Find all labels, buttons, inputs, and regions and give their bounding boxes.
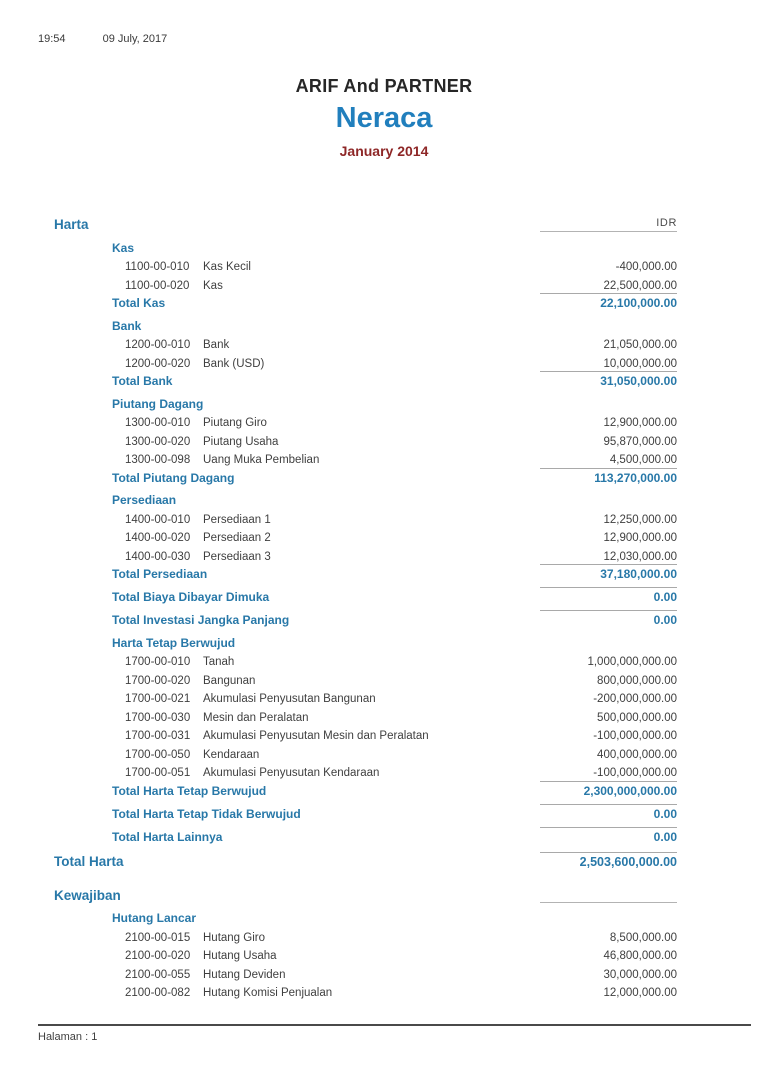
account-code: 1200-00-020 [125,357,191,370]
currency-label [540,899,677,903]
account-code: 2100-00-020 [125,950,191,962]
account-group-row [38,907,677,926]
account-amount: -200,000,000.00 [593,693,677,705]
total-amount: 0.00 [540,804,677,821]
currency-label: IDR [540,217,677,232]
account-amount: 95,870,000.00 [603,435,677,448]
section-header-row [38,210,677,232]
account-name: Piutang Usaha [203,435,279,448]
account-row [38,981,677,1000]
account-code: 1700-00-051 [125,767,191,779]
account-row [38,273,677,292]
print-date: 09 July, 2017 [102,33,168,45]
account-name: Kas [203,279,223,292]
report-period: January 2014 [339,143,429,159]
group-title: Kas [112,240,135,255]
grand-total-row [38,849,677,869]
account-name: Bank (USD) [203,357,265,370]
total-label: Total Investasi Jangka Panjang [112,613,290,627]
account-row [38,668,677,687]
account-amount: 21,050,000.00 [603,339,677,351]
group-title: Bank [112,318,142,333]
subtotal-row [38,370,677,389]
account-amount: 12,000,000.00 [603,987,677,999]
group-title: Persediaan [112,493,177,507]
page-header [38,33,167,45]
account-name: Akumulasi Penyusutan Kendaraan [203,767,380,779]
subtotal-row [38,779,677,798]
account-row [38,411,677,430]
account-name: Akumulasi Penyusutan Mesin dan Peralatan [203,730,429,742]
account-group-row [38,392,677,411]
account-row [38,742,677,761]
account-code: 1300-00-010 [125,417,191,429]
account-amount: 10,000,000.00 [603,357,677,370]
account-row [38,544,677,563]
account-code: 1700-00-021 [125,693,191,705]
account-amount: -100,000,000.00 [593,730,677,742]
account-group-row [38,489,677,508]
account-row [38,962,677,981]
subtotal-row [38,825,677,844]
account-code: 1200-00-010 [125,339,191,351]
account-row [38,705,677,724]
account-code: 1700-00-020 [125,674,191,687]
account-code: 1100-00-010 [125,261,190,273]
account-row [38,526,677,545]
account-amount: 800,000,000.00 [597,674,677,687]
section-header-row [38,883,677,903]
account-amount: 500,000,000.00 [597,711,677,724]
account-code: 2100-00-082 [125,987,191,999]
account-name: Kas Kecil [203,261,251,273]
account-code: 1100-00-020 [125,279,190,292]
total-amount: 0.00 [540,827,677,844]
account-row [38,429,677,448]
account-code: 1300-00-020 [125,435,191,448]
total-label: Total Kas [112,296,166,310]
total-amount: 22,100,000.00 [540,293,677,310]
account-name: Piutang Giro [203,417,267,429]
total-amount: 31,050,000.00 [540,371,677,388]
account-name: Tanah [203,656,235,668]
subtotal-row [38,586,677,605]
group-title: Harta Tetap Berwujud [112,635,236,650]
account-code: 2100-00-015 [125,931,191,944]
account-name: Bank [203,339,230,351]
account-row [38,255,677,274]
section-title: Kewajiban [54,887,121,903]
report-title: Neraca [335,102,433,134]
group-title: Piutang Dagang [112,396,204,411]
account-name: Persediaan 3 [203,550,271,563]
subtotal-row [38,292,677,311]
print-time: 19:54 [38,33,66,45]
account-amount: -100,000,000.00 [593,767,677,779]
account-name: Persediaan 2 [203,532,271,544]
report-titles [0,76,768,159]
account-amount: 12,900,000.00 [603,417,677,429]
balance-sheet-body [38,210,677,999]
account-group-row [38,314,677,333]
account-name: Mesin dan Peralatan [203,711,309,724]
total-label: Total Biaya Dibayar Dimuka [112,590,270,604]
account-amount: 400,000,000.00 [597,748,677,761]
total-label: Total Piutang Dagang [112,470,235,485]
account-amount: 22,500,000.00 [603,279,677,292]
group-title: Hutang Lancar [112,911,197,925]
subtotal-row [38,802,677,821]
account-name: Hutang Deviden [203,968,286,981]
subtotal-row [38,609,677,628]
subtotal-row [38,563,677,582]
account-amount: 12,900,000.00 [603,532,677,544]
account-group-row [38,631,677,650]
total-amount: 37,180,000.00 [540,564,677,581]
page-number: Halaman : 1 [38,1031,98,1043]
total-label: Total Harta Lainnya [112,829,223,844]
account-row [38,925,677,944]
account-row [38,724,677,743]
account-code: 1300-00-098 [125,454,191,466]
total-label: Total Persediaan [112,567,208,581]
total-label: Total Harta Tetap Berwujud [112,783,267,798]
footer-divider [38,1024,751,1026]
account-row [38,687,677,706]
account-code: 1700-00-010 [125,656,191,668]
subtotal-row [38,466,677,485]
account-row [38,761,677,780]
account-name: Kendaraan [203,748,260,761]
account-code: 1400-00-030 [125,550,191,563]
total-amount: 2,503,600,000.00 [540,852,677,869]
account-group-row [38,236,677,255]
account-amount: 12,030,000.00 [603,550,677,563]
account-amount: 4,500,000.00 [609,454,677,466]
total-amount: 0.00 [540,587,677,604]
total-label: Total Harta [54,853,124,869]
account-row [38,333,677,352]
account-name: Hutang Komisi Penjualan [203,987,333,999]
account-code: 1700-00-030 [125,711,191,724]
account-amount: 12,250,000.00 [603,513,677,526]
company-name: ARIF And PARTNER [295,76,473,96]
total-amount: 0.00 [540,610,677,627]
total-amount: 113,270,000.00 [540,468,677,485]
account-amount: 46,800,000.00 [603,950,677,962]
account-name: Hutang Giro [203,931,266,944]
account-row [38,650,677,669]
total-label: Total Bank [112,374,173,388]
account-row [38,448,677,467]
account-name: Hutang Usaha [203,950,277,962]
account-amount: 8,500,000.00 [609,931,677,944]
account-name: Uang Muka Pembelian [203,454,320,466]
account-name: Persediaan 1 [203,513,271,526]
section-title: Harta [54,217,89,232]
account-code: 1400-00-010 [125,513,191,526]
total-label: Total Harta Tetap Tidak Berwujud [112,806,301,821]
account-code: 1700-00-050 [125,748,191,761]
account-code: 2100-00-055 [125,968,191,981]
account-name: Bangunan [203,674,256,687]
account-amount: -400,000.00 [615,261,677,273]
account-code: 1700-00-031 [125,730,191,742]
account-row [38,507,677,526]
account-row [38,944,677,963]
account-amount: 1,000,000,000.00 [587,656,677,668]
total-amount: 2,300,000,000.00 [540,781,677,798]
account-row [38,351,677,370]
account-name: Akumulasi Penyusutan Bangunan [203,693,376,705]
account-code: 1400-00-020 [125,532,191,544]
account-amount: 30,000,000.00 [603,968,677,981]
